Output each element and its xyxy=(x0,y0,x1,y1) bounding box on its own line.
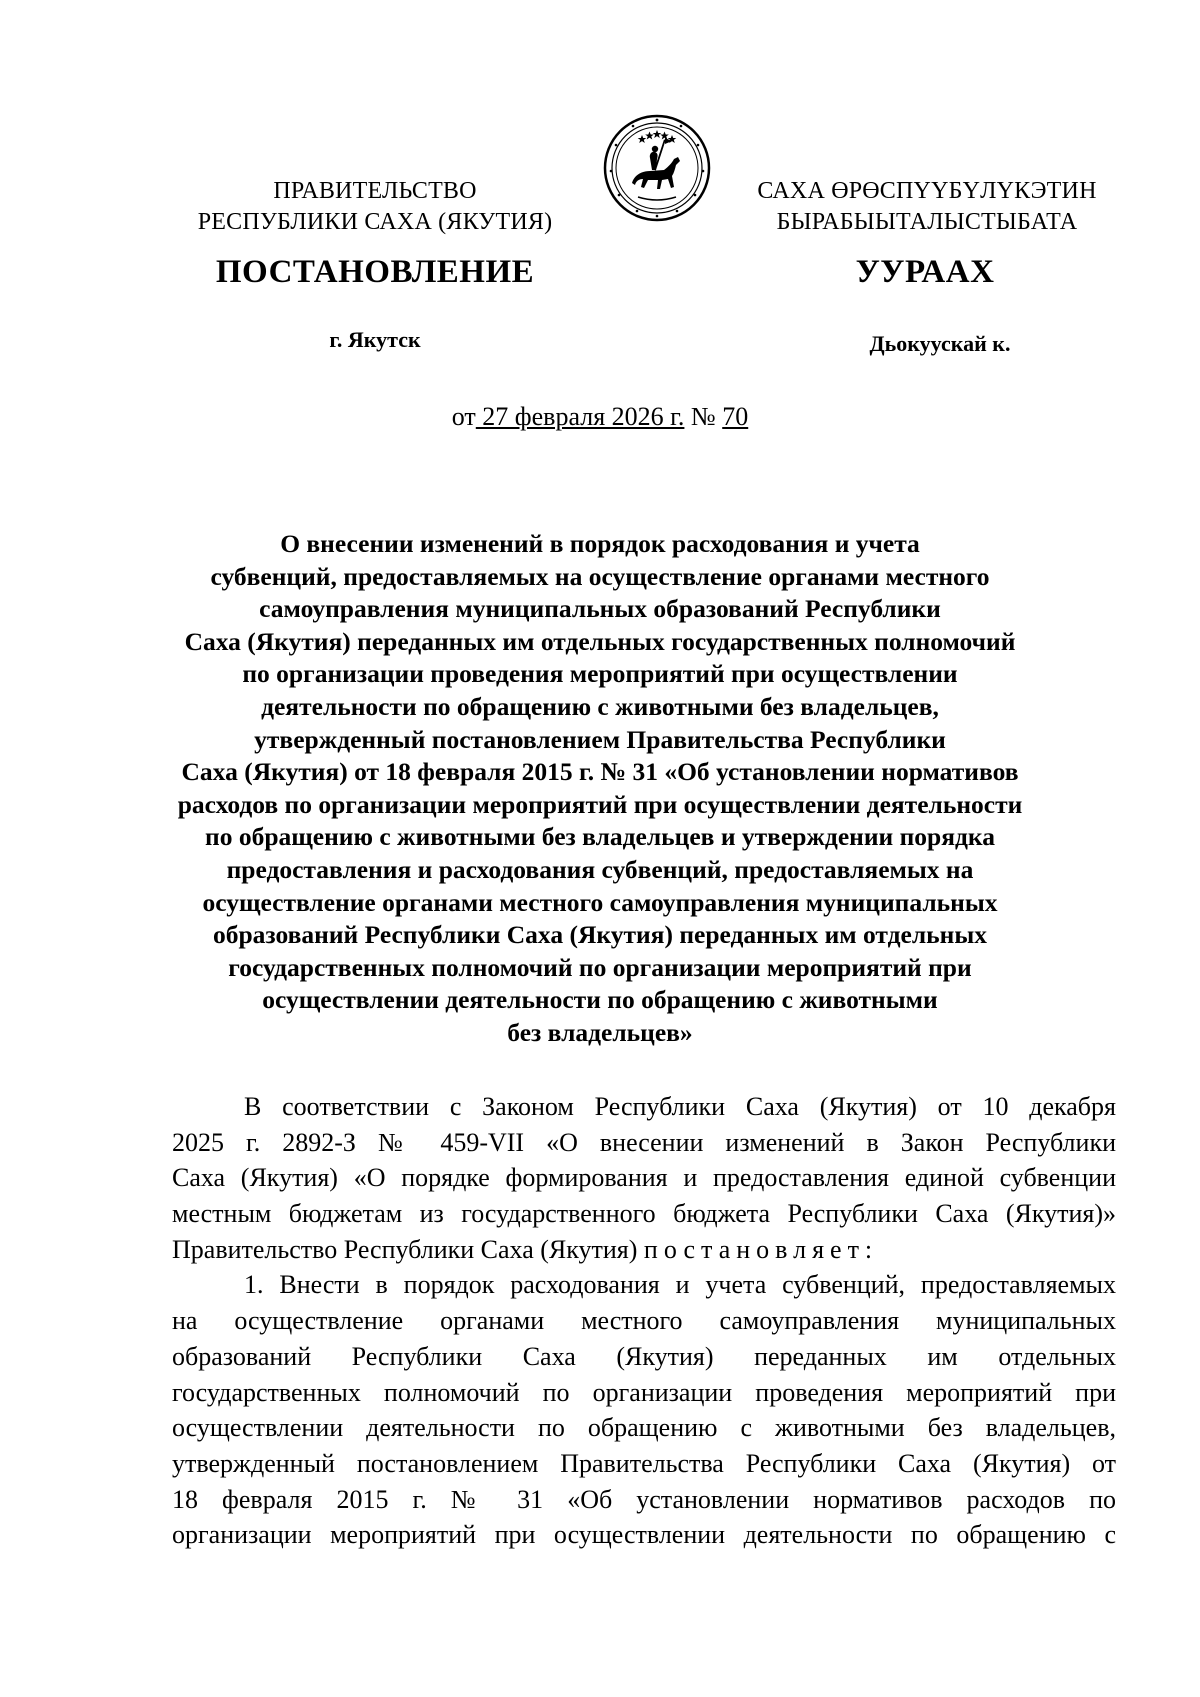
header-right-line1: САХА ӨРӨСПҮҮБҮЛҮКЭТИН xyxy=(757,178,1097,204)
title-line: образований Республики Саха (Якутия) переданных им отдельных xyxy=(212,920,987,950)
body-line: 2025 г. 2892-З № 459-VII «О внесении изменений в Закон Республики xyxy=(172,1127,1116,1157)
body-line: на осуществление органами местного самоуправления муниципальных xyxy=(172,1306,1116,1336)
doc-type-left: ПОСТАНОВЛЕНИЕ xyxy=(215,254,535,290)
header-left-line2: РЕСПУБЛИКИ САХА (ЯКУТИЯ) xyxy=(197,209,553,235)
title-line: осуществление органами местного самоуправления муниципальных xyxy=(202,887,998,917)
document-number: 70 xyxy=(722,402,749,431)
title-line: Саха (Якутия) переданных им отдельных государственных полномочий xyxy=(184,626,1016,656)
title-line: предоставления и расходования субвенций, предоставляемых на xyxy=(226,854,974,884)
header-left-line1: ПРАВИТЕЛЬСТВО xyxy=(273,178,477,204)
body-line: 18 февраля 2015 г. № 31 «Об установлении нормативов расходов по xyxy=(172,1484,1116,1514)
city-left: г. Якутск xyxy=(329,327,421,352)
resolution-word: постановляет: xyxy=(643,1234,879,1264)
doc-type-right: УУРААХ xyxy=(855,254,995,290)
title-line: по организации проведения мероприятий при осуществлении xyxy=(242,659,958,689)
body-line: образований Республики Саха (Якутия) переданных им отдельных xyxy=(172,1341,1116,1371)
body-line: утвержденный постановлением Правительства Республики Саха (Якутия) от xyxy=(172,1448,1116,1478)
number-label: № xyxy=(684,402,723,431)
title-line: субвенций, предоставляемых на осуществление органами местного xyxy=(210,561,990,591)
body-line: местным бюджетам из государственного бюджета Республики Саха (Якутия)» xyxy=(172,1199,1116,1229)
title-line: государственных полномочий по организации мероприятий при xyxy=(228,952,972,982)
document-body xyxy=(172,1089,1116,1553)
title-line: О внесении изменений в порядок расходования и учета xyxy=(280,529,920,558)
resolution-prefix: Правительство Республики Саха (Якутия) xyxy=(172,1234,644,1264)
title-line: утвержденный постановлением Правительства Республики xyxy=(254,724,946,754)
body-line: В соответствии с Законом Республики Саха (Якутия) от 10 декабря xyxy=(244,1092,1116,1121)
emblem-icon xyxy=(602,113,712,223)
header-right xyxy=(742,176,1112,238)
body-line: осуществлении деятельности по обращению с животными без владельцев, xyxy=(172,1413,1116,1443)
title-line: по обращению с животными без владельцев и утверждении порядка xyxy=(205,822,995,852)
body-line: организации мероприятий при осуществлении деятельности по обращению с xyxy=(172,1520,1116,1550)
title-line: без владельцев» xyxy=(507,1017,693,1047)
body-line: Саха (Якутия) «О порядке формирования и предоставления единой субвенции xyxy=(172,1163,1116,1193)
date-prefix: от xyxy=(451,402,476,431)
document-title xyxy=(150,528,1050,1050)
body-line-resolution xyxy=(172,1232,1116,1268)
header-right-line2: БЫРАБЫЫТАЛЫСТЫБАТА xyxy=(776,209,1078,235)
city-right: Дьокуускай к. xyxy=(869,331,1011,356)
title-line: осуществлении деятельности по обращению с животными xyxy=(262,985,938,1015)
date-line xyxy=(0,402,1200,432)
title-line: Саха (Якутия) от 18 февраля 2015 г. № 31 «Об установлении нормативов xyxy=(181,757,1019,787)
title-line: деятельности по обращению с животными без владельцев, xyxy=(261,691,939,721)
header-left xyxy=(190,176,560,238)
body-line: государственных полномочий по организации проведения мероприятий при xyxy=(172,1377,1116,1407)
title-line: расходов по организации мероприятий при осуществлении деятельности xyxy=(177,789,1023,819)
document-date: 27 февраля 2026 г. xyxy=(475,402,685,431)
body-line: 1. Внести в порядок расходования и учета субвенций, предоставляемых xyxy=(244,1270,1116,1300)
title-line: самоуправления муниципальных образований Республики xyxy=(259,594,941,624)
